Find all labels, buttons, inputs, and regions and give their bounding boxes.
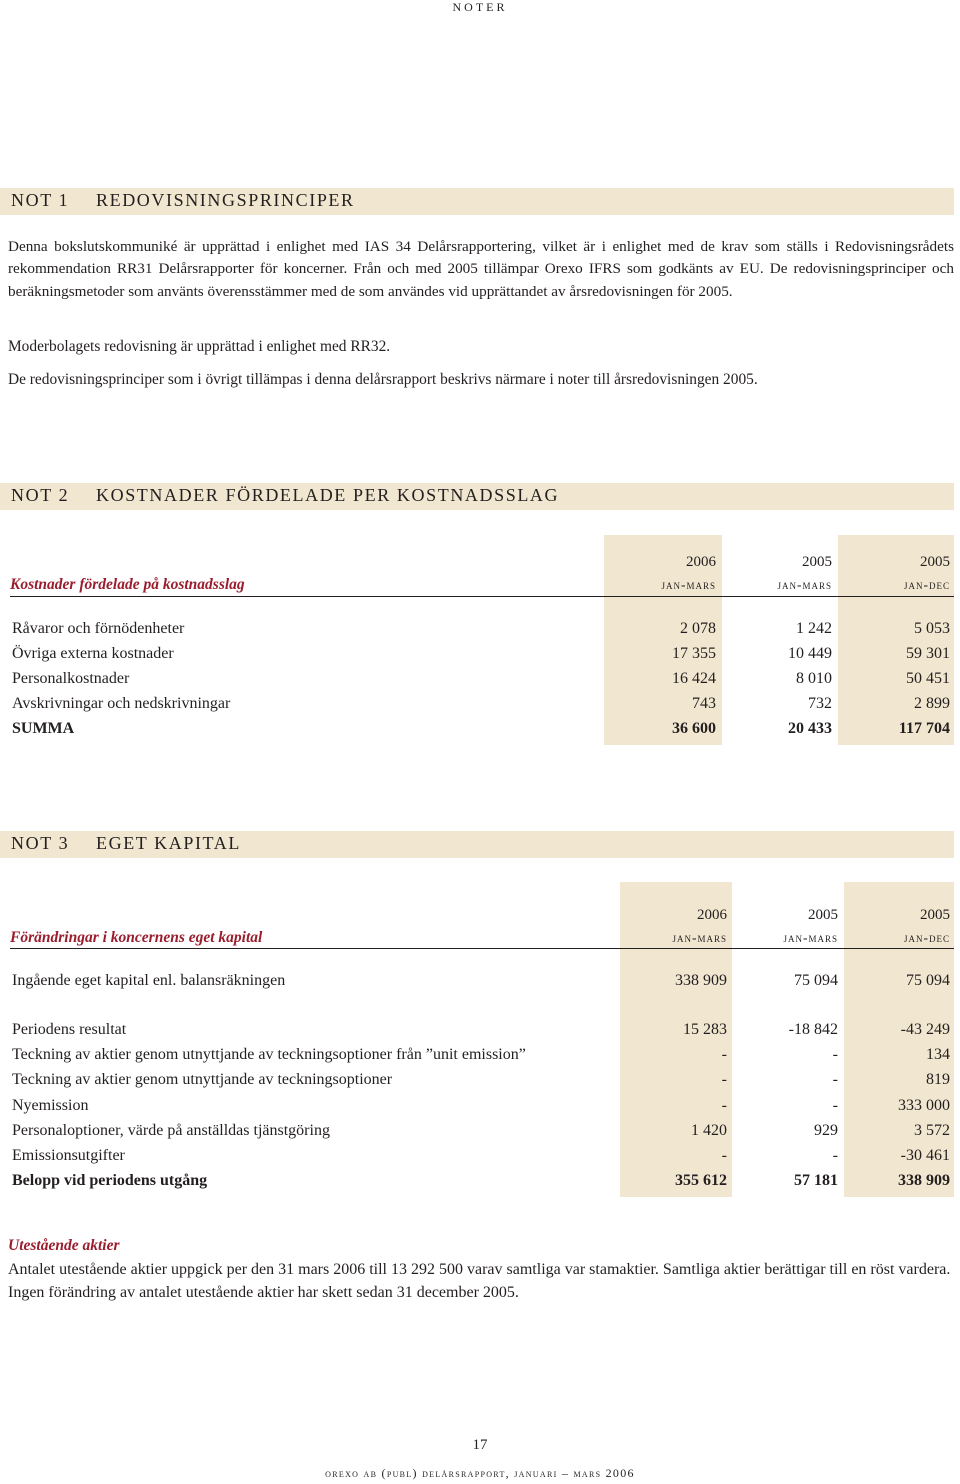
note-2-col-2-year: 2005 (802, 554, 832, 570)
note-2-number: NOT 2 (11, 485, 70, 505)
table-cell: 5 053 (914, 620, 950, 637)
note-2-col-2-period: jan-mars (777, 577, 832, 592)
note-1-paragraph-1: Denna bokslutskommuniké är upprättad i enlighet med IAS 34 Delårsrapportering, vilket är i enlighet med de krav som ställs i Redovisningsrådets rekommendation RR31 Delårsrapporter för koncerner. Från och med 2005 tillämpar Orexo IFRS som godkänts av EU. De redovisningsprinciper och beräkningsmetoder som använts överensstämmer med de som användes vid upprättandet av årsredovisningen för 2005. (8, 238, 954, 300)
table-cell: 10 449 (788, 645, 832, 662)
table-row-label: Periodens resultat (12, 1021, 127, 1038)
note-1-header (0, 188, 954, 215)
table-cell: 134 (926, 1046, 950, 1063)
page-footer: orexo ab (publ) delårsrapport, januari – mars 2006 (325, 1466, 635, 1480)
table-cell-total: 57 181 (794, 1172, 838, 1189)
table-cell: - (832, 1147, 838, 1164)
table-cell-total: 117 704 (898, 720, 950, 737)
table-cell: 732 (808, 695, 832, 712)
table-cell: - (721, 1071, 727, 1088)
table-cell: 15 283 (683, 1021, 727, 1038)
table-cell: - (832, 1071, 838, 1088)
table-row-label: Teckning av aktier genom utnyttjande av teckningsoptioner (12, 1071, 393, 1088)
note-1-paragraph-3: De redovisningsprinciper som i övrigt tillämpas i denna delårsrapport beskrivs närmare i noter till årsredovisningen 2005. (8, 371, 758, 388)
table-cell: 929 (814, 1122, 838, 1139)
table-cell-total: 338 909 (898, 1172, 950, 1189)
table-row-label: Teckning av aktier genom utnyttjande av teckningsoptioner från ”unit emission” (12, 1046, 526, 1063)
note-2-table-title: Kostnader fördelade på kostnadsslag (10, 576, 245, 593)
table-cell: 2 078 (680, 620, 716, 637)
shares-title: Utestående aktier (8, 1237, 120, 1254)
table-cell: 1 242 (796, 620, 832, 637)
table-cell: -43 249 (900, 1021, 950, 1038)
note-2-col-1-year: 2006 (686, 554, 716, 570)
note-3-col-3-year: 2005 (920, 907, 950, 923)
note-2-title: KOSTNADER FÖRDELADE PER KOSTNADSSLAG (96, 485, 560, 505)
note-1-title: REDOVISNINGSPRINCIPER (96, 190, 355, 210)
table-cell: - (721, 1046, 727, 1063)
table-row-label: Avskrivningar och nedskrivningar (12, 695, 231, 712)
table-cell: -18 842 (788, 1021, 838, 1038)
table-cell: 16 424 (672, 670, 716, 687)
note-2-header-rule (10, 596, 954, 597)
table-cell: 59 301 (906, 645, 950, 662)
table-row-label-total: SUMMA (12, 720, 75, 737)
table-cell: - (721, 1097, 727, 1114)
note-2-col-3-year: 2005 (920, 554, 950, 570)
table-cell: 743 (692, 695, 716, 712)
table-cell: 1 420 (691, 1122, 727, 1139)
table-cell: -30 461 (900, 1147, 950, 1164)
table-cell-total: 36 600 (672, 720, 716, 737)
note-3-col-3-period: jan-dec (904, 930, 950, 945)
table-cell: 8 010 (796, 670, 832, 687)
note-2-header (0, 483, 954, 510)
table-row-label: Emissionsutgifter (12, 1147, 125, 1164)
note-3-col-1-year: 2006 (697, 907, 727, 923)
note-3-col-1-period: jan-mars (672, 930, 727, 945)
table-cell: 3 572 (914, 1122, 950, 1139)
page-header: noter (452, 0, 508, 15)
note-1-paragraph-2: Moderbolagets redovisning är upprättad i enlighet med RR32. (8, 338, 391, 355)
table-cell: 75 094 (906, 972, 950, 989)
table-cell: 2 899 (914, 695, 950, 712)
table-row-label: Personalkostnader (12, 670, 130, 687)
note-3-table-title: Förändringar i koncernens eget kapital (10, 929, 263, 946)
table-row-label: Råvaror och förnödenheter (12, 620, 185, 637)
table-cell: 333 000 (898, 1097, 950, 1114)
note-3-header (0, 831, 954, 858)
shares-text: Antalet utestående aktier uppgick per den 31 mars 2006 till 13 292 500 varav samtliga var stamaktier. Samtliga aktier berättigar till en röst vardera. Ingen förändring av antalet utestående aktier har skett sedan 31 december 2005. (8, 1261, 951, 1301)
table-row-label-total: Belopp vid periodens utgång (12, 1172, 208, 1189)
page-number: 17 (472, 1437, 488, 1453)
note-3-col-2-year: 2005 (808, 907, 838, 923)
note-3-number: NOT 3 (11, 833, 70, 853)
note-2-col-1-period: jan-mars (661, 577, 716, 592)
table-cell: 17 355 (672, 645, 716, 662)
table-cell: 75 094 (794, 972, 838, 989)
note-1-number: NOT 1 (11, 190, 70, 210)
table-cell: 50 451 (906, 670, 950, 687)
table-cell: - (832, 1097, 838, 1114)
note-3-title: EGET KAPITAL (96, 833, 241, 853)
table-row-label: Personaloptioner, värde på anställdas tjänstgöring (12, 1122, 330, 1139)
table-cell: - (721, 1147, 727, 1164)
note-2-col-3-period: jan-dec (904, 577, 950, 592)
note-3-header-rule (10, 948, 954, 949)
table-cell-total: 20 433 (788, 720, 832, 737)
note-3-col-2-period: jan-mars (783, 930, 838, 945)
table-cell-total: 355 612 (675, 1172, 727, 1189)
table-cell: 819 (926, 1071, 950, 1088)
table-cell: - (832, 1046, 838, 1063)
table-row-label: Nyemission (12, 1097, 89, 1114)
table-row-label: Övriga externa kostnader (12, 645, 174, 662)
table-cell: 338 909 (675, 972, 727, 989)
table-row-label: Ingående eget kapital enl. balansräkningen (12, 972, 286, 989)
